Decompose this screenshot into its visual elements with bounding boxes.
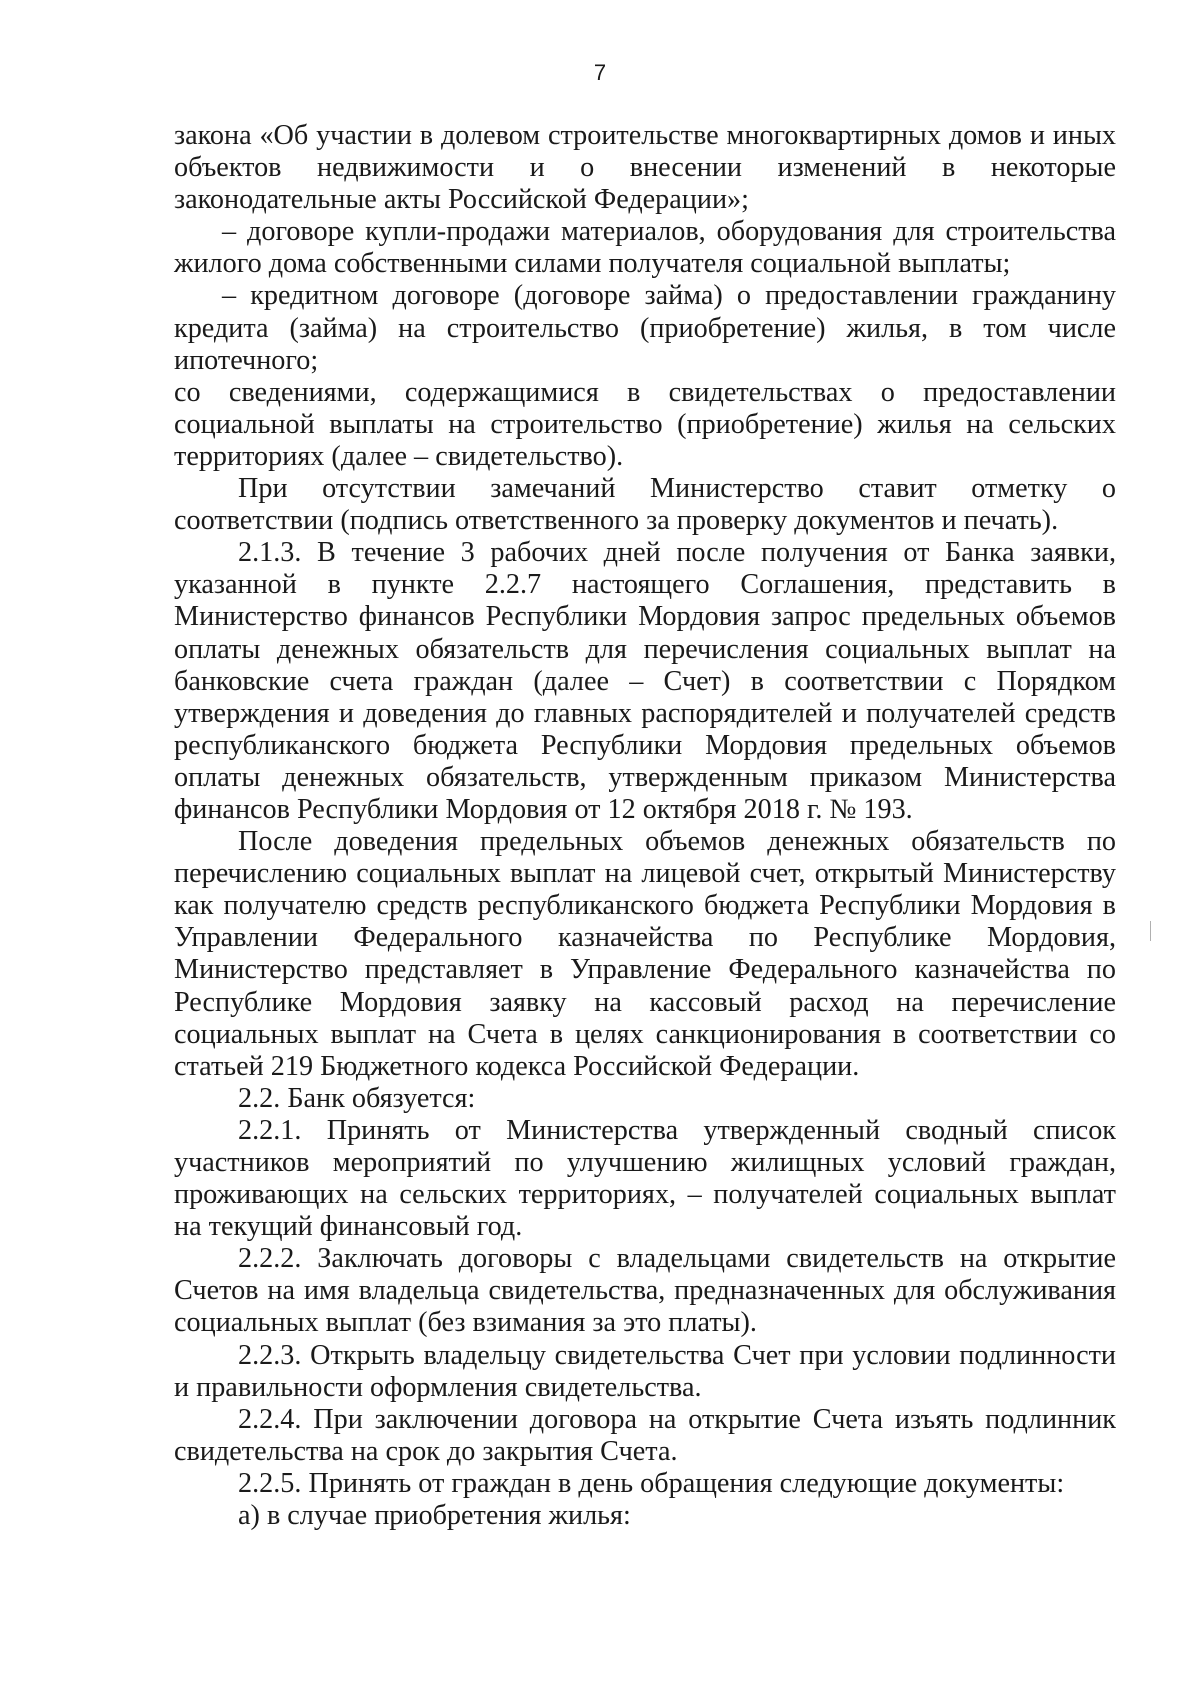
paragraph: При отсутствии замечаний Министерство ставит отметку о соответствии (подпись ответственного за проверку документов и печать).	[174, 473, 1116, 537]
paragraph: 2.2.1. Принять от Министерства утвержденный сводный список участников мероприятий по улучшению жилищных условий граждан, проживающих на сельских территориях, – получателей социальных выплат на текущий финансовый год.	[174, 1114, 1116, 1243]
paragraph: 2.2.3. Открыть владельцу свидетельства Счет при условии подлинности и правильности оформления свидетельства.	[174, 1339, 1116, 1403]
paragraph: – договоре купли-продажи материалов, оборудования для строительства жилого дома собственными силами получателя социальной выплаты;	[174, 216, 1116, 280]
paragraph: После доведения предельных объемов денежных обязательств по перечислению социальных выплат на лицевой счет, открытый Министерству как получателю средств республиканского бюджета Республики Мордовия в Управлении Федерального казначейства по Республике Мордовия, Министерство представляет в Управление Федерального казначейства по Республике Мордовия заявку на кассовый расход на перечисление социальных выплат на Счета в целях санкционирования в соответствии со статьей 219 Бюджетного кодекса Российской Федерации.	[174, 826, 1116, 1082]
paragraph: 2.2.5. Принять от граждан в день обращения следующие документы:	[238, 1467, 1065, 1499]
paragraph: 2.2.2. Заключать договоры с владельцами свидетельств на открытие Счетов на имя владельца свидетельства, предназначенных для обслуживания социальных выплат (без взимания за это платы).	[174, 1243, 1116, 1339]
paragraph: 2.2. Банк обязуется:	[238, 1082, 476, 1114]
paragraph: закона «Об участии в долевом строительстве многоквартирных домов и иных объектов недвижимости и о внесении изменений в некоторые законодательные акты Российской Федерации»;	[174, 120, 1116, 216]
paragraph: – кредитном договоре (договоре займа) о предоставлении гражданину кредита (займа) на строительство (приобретение) жилья, в том числе ипотечного;	[174, 280, 1116, 376]
document-body	[174, 120, 1116, 1532]
paragraph: а) в случае приобретения жилья:	[238, 1500, 631, 1532]
page-number: 7	[593, 60, 607, 85]
scan-margin-mark	[1150, 921, 1151, 941]
paragraph: 2.1.3. В течение 3 рабочих дней после получения от Банка заявки, указанной в пункте 2.2.7 настоящего Соглашения, представить в Министерство финансов Республики Мордовия запрос предельных объемов оплаты денежных обязательств для перечисления социальных выплат на банковские счета граждан (далее – Счет) в соответствии с Порядком утверждения и доведения до главных распорядителей и получателей средств республиканского бюджета Республики Мордовия предельных объемов оплаты денежных обязательств, утвержденным приказом Министерства финансов Республики Мордовия от 12 октября 2018 г. № 193.	[174, 537, 1116, 825]
paragraph: 2.2.4. При заключении договора на открытие Счета изъять подлинник свидетельства на срок до закрытия Счета.	[174, 1403, 1116, 1467]
paragraph: со сведениями, содержащимися в свидетельствах о предоставлении социальной выплаты на строительство (приобретение) жилья на сельских территориях (далее – свидетельство).	[174, 376, 1116, 472]
